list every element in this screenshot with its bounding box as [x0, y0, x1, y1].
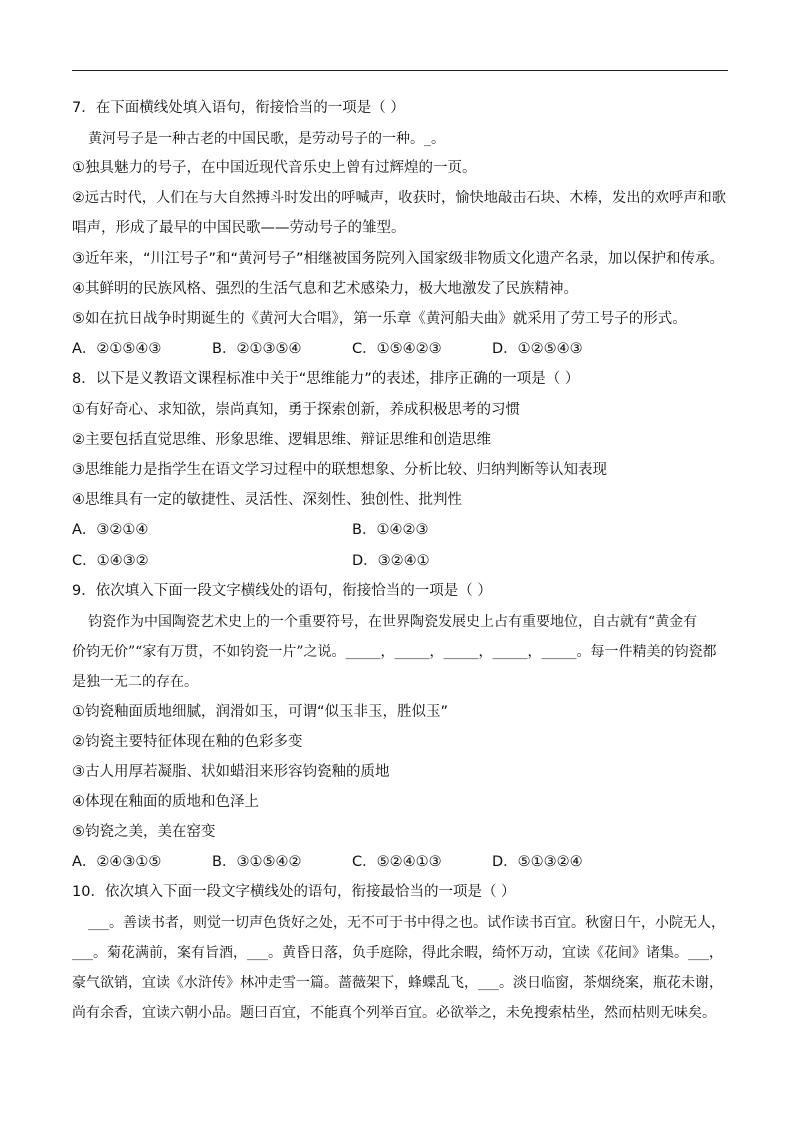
q7-item-2a: ②远古时代，人们在与大自然搏斗时发出的呼喊声，收获时，愉快地敲击石块、木棒，发出的欢呼声和歌 [72, 190, 727, 206]
q9-item-1: ①钧瓷釉面质地细腻，润滑如玉，可谓“似玉非玉，胜似玉” [72, 704, 449, 720]
q10-passage-3: 豪气欲销，宜读《水浒传》林冲走雪一篇。蔷薇架下，蜂蝶乱飞，___。淡日临窗，茶烟绕案，瓶花未谢， [72, 975, 723, 991]
q9-stem: 9．依次填入下面一段文字横线处的语句，衔接恰当的一项是（ ） [72, 583, 492, 599]
q7-item-4: ④其鲜明的民族风格、强烈的生活气息和艺术感染力，极大地激发了民族精神。 [72, 281, 578, 297]
q8-item-2: ②主要包括直觉思维、形象思维、逻辑思维、辩证思维和创造思维 [72, 432, 491, 448]
q10-passage-2: ___。菊花满前，案有旨酒，___。黄昏日落，负手庭除，得此余暇，绮怀万动，宜读《花间》诸集。___， [72, 945, 723, 961]
q8-item-4: ④思维具有一定的敏捷性、灵活性、深刻性、独创性、批判性 [72, 492, 462, 508]
q9-passage-2: 价钧无价”“家有万贯，不如钧瓷一片”之说。_____，_____，_____，_____，_____。每一件精美的钧瓷都 [72, 644, 717, 660]
q7-option-b[interactable]: B．②①③⑤④ [212, 341, 302, 357]
q7-stem: 7．在下面横线处填入语句，衔接恰当的一项是（ ） [72, 100, 405, 116]
q7-option-c[interactable]: C．①⑤④②③ [352, 341, 442, 357]
q9-item-3: ③古人用厚若凝脂、状如蜡泪来形容钧瓷釉的质地 [72, 764, 390, 780]
q8-option-d[interactable]: D．③②④① [352, 553, 430, 569]
q9-passage-3: 是独一无二的存在。 [72, 674, 198, 690]
header-rule [72, 70, 728, 71]
q7-item-2b: 唱声，形成了最早的中国民歌——劳动号子的雏型。 [72, 220, 406, 236]
q7-item-1: ①独具魅力的号子，在中国近现代音乐史上曾有过辉煌的一页。 [72, 160, 477, 176]
q10-stem: 10．依次填入下面一段文字横线处的语句，衔接最恰当的一项是（ ） [72, 884, 516, 900]
q9-option-a[interactable]: A．②④③①⑤ [72, 854, 162, 870]
q10-passage-4: 尚有余香，宜读六朝小品。题曰百宜，不能真个列举百宜。必欲举之，未免搜索枯坐，然而枯则无味矣。 [72, 1005, 716, 1021]
q9-item-5: ⑤钧瓷之美，美在窑变 [72, 824, 216, 840]
q9-option-d[interactable]: D．⑤①③②④ [492, 854, 583, 870]
q8-item-1: ①有好奇心、求知欲，崇尚真知，勇于探索创新，养成积极思考的习惯 [72, 402, 520, 418]
q7-item-5: ⑤如在抗日战争时期诞生的《黄河大合唱》，第一乐章《黄河船夫曲》就采用了劳工号子的形式。 [72, 311, 687, 327]
q8-item-3: ③思维能力是指学生在语文学习过程中的联想想象、分析比较、归纳判断等认知表现 [72, 462, 607, 478]
q7-passage: 黄河号子是一种古老的中国民歌，是劳动号子的一种。_。 [88, 131, 445, 147]
q8-option-b[interactable]: B．①④②③ [352, 522, 429, 538]
q7-option-d[interactable]: D．①②⑤④③ [492, 341, 583, 357]
q8-stem: 8．以下是义教语文课程标准中关于“思维能力”的表述，排序正确的一项是（ ） [72, 371, 580, 387]
q9-item-4: ④体现在釉面的质地和色泽上 [72, 794, 259, 810]
q9-option-b[interactable]: B．③①⑤④② [212, 854, 302, 870]
q7-item-3: ③近年来，“川江号子”和“黄河号子”相继被国务院列入国家级非物质文化遗产名录，加以保护和传承。 [72, 251, 725, 267]
q10-passage-1: ___。善读书者，则觉一切声色货好之处，无不可于书中得之也。试作读书百宜。秋窗日午，小院无人， [88, 915, 725, 931]
q9-item-2: ②钧瓷主要特征体现在釉的色彩多变 [72, 734, 303, 750]
q7-option-a[interactable]: A．②①⑤④③ [72, 341, 162, 357]
q9-passage-1: 钧瓷作为中国陶瓷艺术史上的一个重要符号，在世界陶瓷发展史上占有重要地位，自古就有“黄金有 [88, 614, 698, 630]
q8-option-a[interactable]: A．③②①④ [72, 522, 149, 538]
q8-option-c[interactable]: C．①④③② [72, 553, 149, 569]
q9-option-c[interactable]: C．⑤②④①③ [352, 854, 442, 870]
